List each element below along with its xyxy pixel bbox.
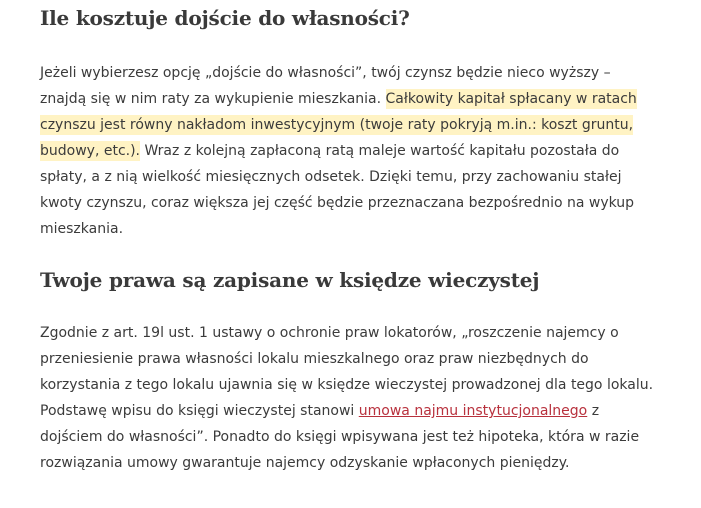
- paragraph-ownership-cost: [40, 60, 660, 242]
- paragraph-text: Zgodnie z art. 19l ust. 1 ustawy o ochronie praw lokatorów, „roszczenie najemcy o przeniesienie prawa własności lokalu mieszkalnego oraz praw niezbędnych do korzystania z tego lokalu ujawnia się w księdze wieczystej prowadzonej dla tego lokalu. Podstawę wpisu do księgi wieczystej stanowi: [40, 325, 654, 419]
- paragraph-land-register: [40, 320, 660, 476]
- section-heading-land-register: Twoje prawa są zapisane w księdze wieczystej: [40, 268, 540, 292]
- paragraph-text: Jeżeli wybierzesz opcję „dojście do własności”, twój czynsz będzie nieco wyższy – znajdą się w nim raty za wykupienie mieszkania.: [40, 65, 611, 107]
- section-heading-ownership-cost: Ile kosztuje dojście do własności?: [40, 6, 410, 30]
- highlighted-text: Całkowity kapitał spłacany w ratach czynszu jest równy nakładom inwestycyjnym (twoje raty pokryją m.in.: koszt gruntu, budowy, etc.).: [40, 91, 637, 159]
- paragraph-text: Wraz z kolejną zapłaconą ratą maleje wartość kapitału pozostała do spłaty, a z nią wielkość miesięcznych odsetek. Dzięki temu, przy zachowaniu stałej kwoty czynszu, coraz większa jej część będzie przeznaczana bezpośrednio na wykup mieszkania.: [40, 143, 635, 237]
- institutional-lease-link[interactable]: umowa najmu instytucjonalnego: [358, 403, 588, 419]
- paragraph-text: z dojściem do własności”. Ponadto do księgi wpisywana jest też hipoteka, która w razie rozwiązania umowy gwarantuje najemcy odzyskanie wpłaconych pieniędzy.: [40, 403, 640, 471]
